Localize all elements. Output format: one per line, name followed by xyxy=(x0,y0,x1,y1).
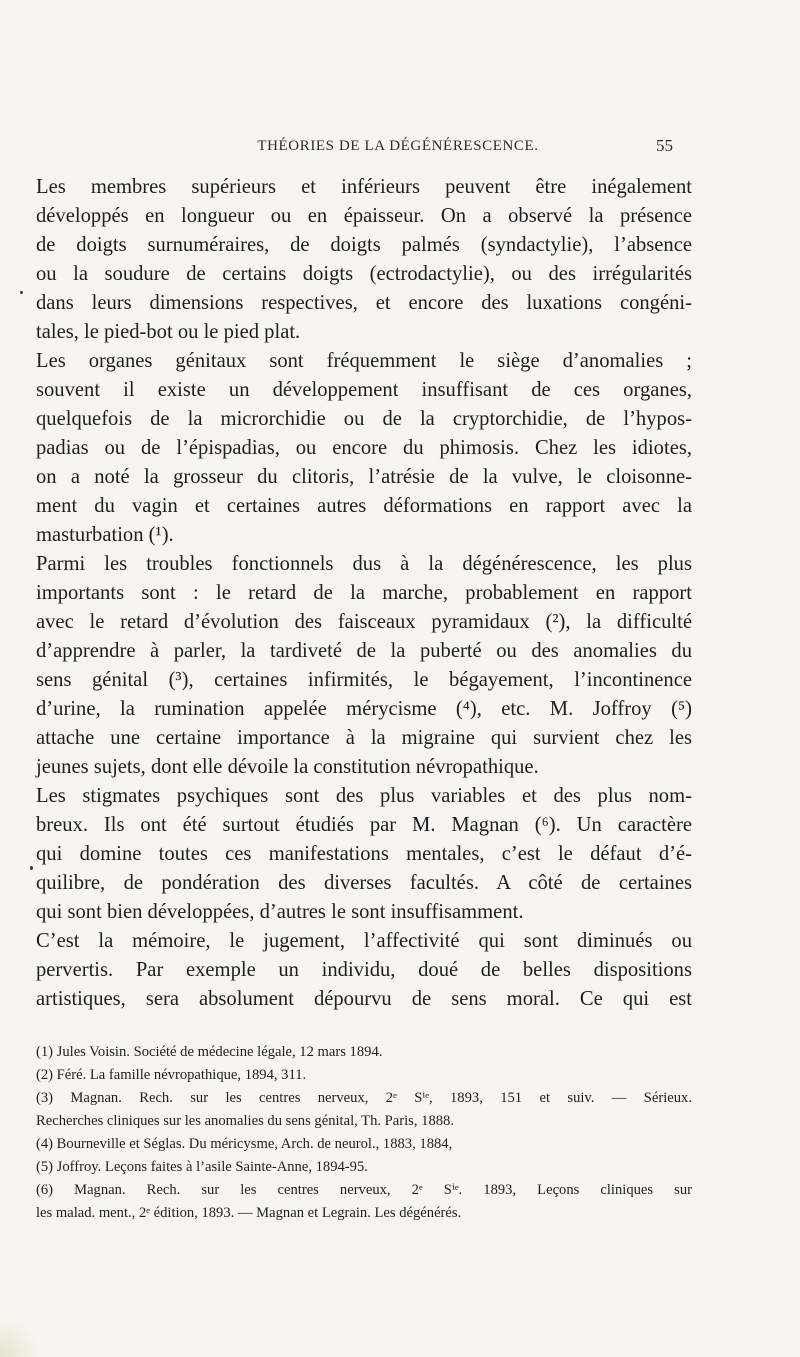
text-line: importants sont : le retard de la marche, probablement en rapport xyxy=(36,582,692,604)
text-line: qui sont bien développées, d’autres le sont insuffisamment. xyxy=(36,901,524,923)
text-line: avec le retard d’évolution des faisceaux pyramidaux (²), la difficulté xyxy=(36,611,692,633)
ink-speck xyxy=(30,866,33,870)
text-line: dans leurs dimensions respectives, et encore des luxations congéni- xyxy=(36,292,692,314)
text-line: tales, le pied-bot ou le pied plat. xyxy=(36,321,301,343)
text-line: quilibre, de pondération des diverses facultés. A côté de certaines xyxy=(36,872,692,894)
footnote: (6) Magnan. Rech. sur les centres nerveux, 2ᵉ Sⁱᵉ. 1893, Leçons cliniques sur xyxy=(36,1182,692,1198)
text-line: pervertis. Par exemple un individu, doué de belles dispositions xyxy=(36,959,692,981)
footnote: (2) Féré. La famille névropathique, 1894, 311. xyxy=(36,1067,307,1083)
text-line: développés en longueur ou en épaisseur. On a observé la présence xyxy=(36,205,692,227)
text-line: ment du vagin et certaines autres déformations en rapport avec la xyxy=(36,495,692,517)
text-line: souvent il existe un développement insuffisant de ces organes, xyxy=(36,379,692,401)
text-line: artistiques, sera absolument dépourvu de sens moral. Ce qui est xyxy=(36,988,692,1010)
text-line: padias ou de l’épispadias, ou encore du phimosis. Chez les idiotes, xyxy=(36,437,692,459)
text-line: d’apprendre à parler, la tardiveté de la puberté ou des anomalies du xyxy=(36,640,692,662)
text-line: jeunes sujets, dont elle dévoile la constitution névropathique. xyxy=(36,756,539,778)
ink-speck xyxy=(20,291,23,294)
footnote: Recherches cliniques sur les anomalies du sens génital, Th. Paris, 1888. xyxy=(36,1113,454,1129)
footnote: les malad. ment., 2ᵉ édition, 1893. — Magnan et Legrain. Les dégénérés. xyxy=(36,1205,462,1221)
text-line: Les membres supérieurs et inférieurs peuvent être inégalement xyxy=(36,176,692,198)
text-line: on a noté la grosseur du clitoris, l’atrésie de la vulve, le cloisonne- xyxy=(36,466,692,488)
text-line: d’urine, la rumination appelée mérycisme (⁴), etc. M. Joffroy (⁵) xyxy=(36,698,692,720)
text-line: sens génital (³), certaines infirmités, le bégayement, l’incontinence xyxy=(36,669,692,691)
footnote: (4) Bourneville et Séglas. Du méricysme, Arch. de neurol., 1883, 1884, xyxy=(36,1136,453,1152)
footnote: (5) Joffroy. Leçons faites à l’asile Sainte-Anne, 1894-95. xyxy=(36,1159,368,1175)
text-line: breux. Ils ont été surtout étudiés par M. Magnan (⁶). Un caractère xyxy=(36,814,692,836)
page-number: 55 xyxy=(656,136,673,155)
footnote: (1) Jules Voisin. Société de médecine légale, 12 mars 1894. xyxy=(36,1044,383,1060)
running-title: THÉORIES DE LA DÉGÉNÉRESCENCE. xyxy=(257,138,539,154)
text-line: qui domine toutes ces manifestations mentales, c’est le défaut d’é- xyxy=(36,843,692,865)
text-line: quelquefois de la microrchidie ou de la cryptorchidie, de l’hypos- xyxy=(36,408,692,430)
text-line: Les stigmates psychiques sont des plus variables et des plus nom- xyxy=(36,785,692,807)
footnote: (3) Magnan. Rech. sur les centres nerveux, 2ᵉ Sⁱᵉ, 1893, 151 et suiv. — Sérieux. xyxy=(36,1090,692,1106)
text-line: Parmi les troubles fonctionnels dus à la dégénérescence, les plus xyxy=(36,553,692,575)
text-line: de doigts surnuméraires, de doigts palmés (syndactylie), l’absence xyxy=(36,234,692,256)
text-line: ou la soudure de certains doigts (ectrodactylie), ou des irrégularités xyxy=(36,263,692,285)
text-line: Les organes génitaux sont fréquemment le siège d’anomalies ; xyxy=(36,350,692,372)
paper-stain xyxy=(0,1317,40,1357)
text-line: attache une certaine importance à la migraine qui survient chez les xyxy=(36,727,692,749)
text-line: C’est la mémoire, le jugement, l’affectivité qui sont diminués ou xyxy=(36,930,692,952)
text-line: masturbation (¹). xyxy=(36,524,174,546)
